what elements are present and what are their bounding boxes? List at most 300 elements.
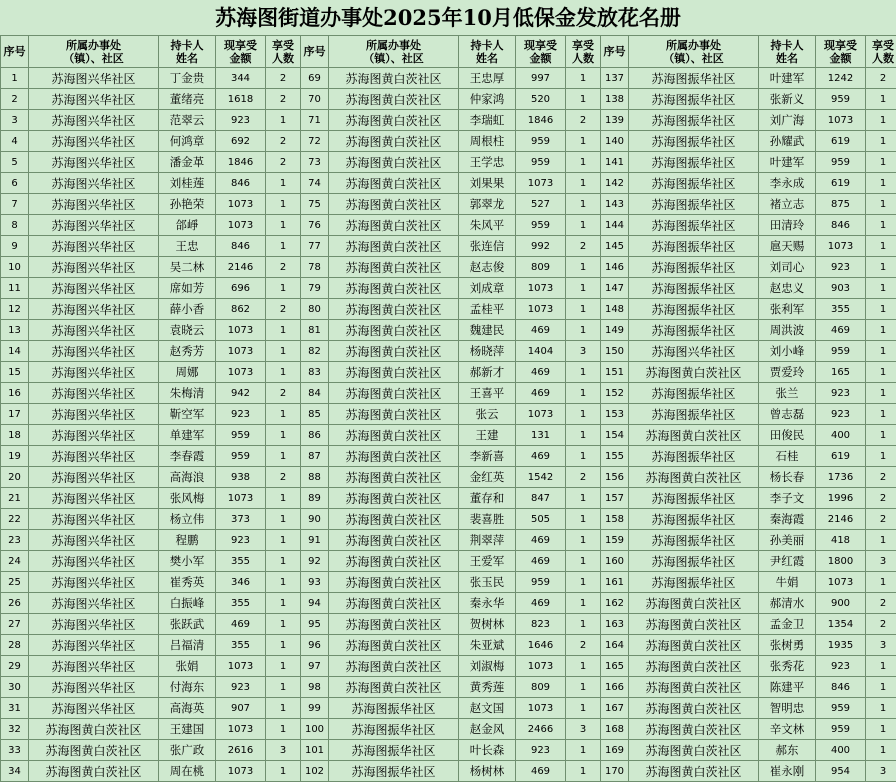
cell-amount: 954 (816, 761, 866, 782)
cell-seq: 150 (601, 341, 629, 362)
cell-org: 苏海图振华社区 (329, 719, 459, 740)
cell-amount: 1073 (816, 236, 866, 257)
cell-amount: 1073 (516, 656, 566, 677)
cell-org: 苏海图黄白茨社区 (329, 236, 459, 257)
cell-count: 1 (566, 530, 601, 551)
cell-amount: 469 (516, 593, 566, 614)
cell-count: 1 (866, 341, 896, 362)
cell-seq: 29 (1, 656, 29, 677)
cell-amount: 355 (216, 593, 266, 614)
cell-org: 苏海图黄白茨社区 (329, 635, 459, 656)
cell-count: 3 (866, 551, 896, 572)
cell-seq: 20 (1, 467, 29, 488)
table-row (1, 383, 896, 404)
cell-amount: 900 (816, 593, 866, 614)
cell-count: 1 (566, 320, 601, 341)
cell-seq: 94 (301, 593, 329, 614)
cell-org: 苏海图兴华社区 (29, 530, 159, 551)
cell-name: 董绪亮 (159, 89, 216, 110)
cell-count: 1 (866, 740, 896, 761)
cell-seq: 3 (1, 110, 29, 131)
cell-org: 苏海图黄白茨社区 (329, 551, 459, 572)
cell-org: 苏海图黄白茨社区 (329, 404, 459, 425)
cell-org: 苏海图振华社区 (629, 530, 759, 551)
cell-name: 叶长森 (459, 740, 516, 761)
cell-count: 1 (566, 551, 601, 572)
cell-name: 赵忠义 (759, 278, 816, 299)
cell-amount: 418 (816, 530, 866, 551)
cell-org: 苏海图振华社区 (629, 278, 759, 299)
cell-amount: 2466 (516, 719, 566, 740)
cell-name: 张利军 (759, 299, 816, 320)
header-row (1, 36, 896, 68)
cell-seq: 70 (301, 89, 329, 110)
cell-seq: 143 (601, 194, 629, 215)
cell-count: 1 (866, 656, 896, 677)
cell-count: 1 (866, 677, 896, 698)
cell-seq: 6 (1, 173, 29, 194)
cell-org: 苏海图黄白茨社区 (329, 341, 459, 362)
cell-name: 荆翠萍 (459, 530, 516, 551)
cell-count: 1 (566, 173, 601, 194)
cell-amount: 1073 (516, 299, 566, 320)
cell-seq: 72 (301, 131, 329, 152)
cell-amount: 1073 (216, 194, 266, 215)
cell-name: 张树勇 (759, 635, 816, 656)
cell-seq: 11 (1, 278, 29, 299)
cell-name: 黄秀莲 (459, 677, 516, 698)
cell-count: 1 (266, 677, 301, 698)
cell-org: 苏海图兴华社区 (29, 698, 159, 719)
cell-org: 苏海图黄白茨社区 (329, 509, 459, 530)
table-row (1, 257, 896, 278)
cell-count: 1 (266, 425, 301, 446)
cell-seq: 154 (601, 425, 629, 446)
cell-amount: 923 (216, 677, 266, 698)
cell-name: 范翠云 (159, 110, 216, 131)
cell-count: 1 (866, 572, 896, 593)
cell-amount: 1073 (216, 320, 266, 341)
cell-org: 苏海图振华社区 (629, 257, 759, 278)
cell-org: 苏海图兴华社区 (29, 341, 159, 362)
table-row (1, 425, 896, 446)
cell-seq: 159 (601, 530, 629, 551)
cell-seq: 24 (1, 551, 29, 572)
cell-seq: 78 (301, 257, 329, 278)
cell-count: 1 (266, 551, 301, 572)
cell-amount: 846 (816, 215, 866, 236)
cell-seq: 166 (601, 677, 629, 698)
cell-name: 崔永刚 (759, 761, 816, 782)
cell-count: 1 (866, 278, 896, 299)
cell-org: 苏海图兴华社区 (29, 89, 159, 110)
cell-org: 苏海图兴华社区 (29, 278, 159, 299)
cell-seq: 16 (1, 383, 29, 404)
cell-name: 叶建军 (759, 152, 816, 173)
cell-count: 1 (866, 236, 896, 257)
cell-amount: 823 (516, 614, 566, 635)
cell-org: 苏海图黄白茨社区 (329, 383, 459, 404)
cell-amount: 809 (516, 257, 566, 278)
cell-amount: 619 (816, 131, 866, 152)
cell-name: 王忠 (159, 236, 216, 257)
cell-name: 牛娟 (759, 572, 816, 593)
table-row (1, 341, 896, 362)
cell-name: 石桂 (759, 446, 816, 467)
cell-name: 赵秀芳 (159, 341, 216, 362)
cell-name: 赵志俊 (459, 257, 516, 278)
cell-name: 扈天赐 (759, 236, 816, 257)
cell-name: 陈建平 (759, 677, 816, 698)
cell-org: 苏海图黄白茨社区 (629, 761, 759, 782)
cell-seq: 14 (1, 341, 29, 362)
table-row (1, 593, 896, 614)
cell-amount: 959 (216, 425, 266, 446)
cell-count: 1 (866, 194, 896, 215)
cell-count: 2 (866, 68, 896, 89)
cell-seq: 152 (601, 383, 629, 404)
cell-seq: 99 (301, 698, 329, 719)
cell-count: 1 (266, 593, 301, 614)
cell-seq: 75 (301, 194, 329, 215)
cell-name: 何鸿章 (159, 131, 216, 152)
cell-count: 1 (566, 404, 601, 425)
roster-body (1, 68, 896, 782)
cell-name: 朱风平 (459, 215, 516, 236)
cell-seq: 153 (601, 404, 629, 425)
cell-org: 苏海图兴华社区 (29, 299, 159, 320)
cell-org: 苏海图兴华社区 (29, 635, 159, 656)
cell-name: 崔秀英 (159, 572, 216, 593)
cell-count: 2 (266, 383, 301, 404)
cell-name: 张秀花 (759, 656, 816, 677)
cell-name: 仲家鸿 (459, 89, 516, 110)
cell-count: 1 (866, 152, 896, 173)
cell-count: 2 (266, 299, 301, 320)
cell-count: 1 (566, 152, 601, 173)
cell-name: 李瑞虹 (459, 110, 516, 131)
cell-amount: 959 (516, 572, 566, 593)
cell-name: 李春霞 (159, 446, 216, 467)
cell-seq: 96 (301, 635, 329, 656)
header-org: 所属办事处 （镇）、社区 (629, 36, 759, 68)
cell-org: 苏海图黄白茨社区 (329, 68, 459, 89)
cell-name: 周娜 (159, 362, 216, 383)
cell-count: 1 (266, 278, 301, 299)
cell-count: 1 (266, 635, 301, 656)
cell-org: 苏海图兴华社区 (29, 614, 159, 635)
cell-name: 贺树林 (459, 614, 516, 635)
cell-count: 1 (266, 761, 301, 782)
cell-count: 1 (566, 698, 601, 719)
cell-org: 苏海图兴华社区 (29, 362, 159, 383)
cell-amount: 992 (516, 236, 566, 257)
cell-seq: 155 (601, 446, 629, 467)
cell-amount: 1935 (816, 635, 866, 656)
header-seq: 序号 (1, 36, 29, 68)
cell-amount: 959 (816, 719, 866, 740)
cell-seq: 5 (1, 152, 29, 173)
cell-amount: 1736 (816, 467, 866, 488)
cell-seq: 26 (1, 593, 29, 614)
cell-count: 1 (266, 341, 301, 362)
cell-name: 田清玲 (759, 215, 816, 236)
cell-amount: 938 (216, 467, 266, 488)
cell-org: 苏海图振华社区 (629, 215, 759, 236)
cell-org: 苏海图振华社区 (629, 299, 759, 320)
cell-org: 苏海图兴华社区 (29, 194, 159, 215)
cell-amount: 1073 (216, 215, 266, 236)
cell-name: 白振峰 (159, 593, 216, 614)
cell-name: 张娟 (159, 656, 216, 677)
table-row (1, 320, 896, 341)
cell-org: 苏海图兴华社区 (29, 215, 159, 236)
cell-org: 苏海图黄白茨社区 (329, 614, 459, 635)
cell-org: 苏海图振华社区 (629, 194, 759, 215)
cell-seq: 156 (601, 467, 629, 488)
table-row (1, 89, 896, 110)
cell-seq: 95 (301, 614, 329, 635)
cell-name: 褚立志 (759, 194, 816, 215)
cell-name: 刘果果 (459, 173, 516, 194)
cell-count: 3 (266, 740, 301, 761)
cell-seq: 161 (601, 572, 629, 593)
cell-org: 苏海图兴华社区 (29, 488, 159, 509)
cell-amount: 959 (816, 698, 866, 719)
cell-count: 1 (866, 110, 896, 131)
cell-name: 孙艳荣 (159, 194, 216, 215)
cell-org: 苏海图黄白茨社区 (29, 740, 159, 761)
table-row (1, 236, 896, 257)
cell-amount: 903 (816, 278, 866, 299)
header-name: 持卡人 姓名 (159, 36, 216, 68)
cell-seq: 19 (1, 446, 29, 467)
cell-count: 1 (566, 257, 601, 278)
cell-amount: 1073 (816, 572, 866, 593)
cell-amount: 1542 (516, 467, 566, 488)
cell-org: 苏海图兴华社区 (29, 551, 159, 572)
cell-name: 叶建军 (759, 68, 816, 89)
cell-amount: 923 (816, 383, 866, 404)
header-seq: 序号 (601, 36, 629, 68)
cell-org: 苏海图黄白茨社区 (329, 488, 459, 509)
cell-count: 1 (866, 320, 896, 341)
cell-amount: 469 (516, 446, 566, 467)
cell-amount: 809 (516, 677, 566, 698)
cell-seq: 163 (601, 614, 629, 635)
cell-amount: 346 (216, 572, 266, 593)
cell-name: 席如芳 (159, 278, 216, 299)
cell-count: 1 (566, 677, 601, 698)
cell-name: 田俊民 (759, 425, 816, 446)
cell-org: 苏海图黄白茨社区 (629, 635, 759, 656)
cell-amount: 344 (216, 68, 266, 89)
cell-seq: 80 (301, 299, 329, 320)
cell-name: 刘司心 (759, 257, 816, 278)
cell-name: 张风梅 (159, 488, 216, 509)
cell-count: 2 (266, 152, 301, 173)
cell-amount: 862 (216, 299, 266, 320)
cell-count: 1 (866, 215, 896, 236)
cell-name: 周在桃 (159, 761, 216, 782)
cell-count: 1 (566, 740, 601, 761)
table-row (1, 194, 896, 215)
cell-org: 苏海图兴华社区 (29, 677, 159, 698)
cell-org: 苏海图黄白茨社区 (629, 593, 759, 614)
cell-seq: 34 (1, 761, 29, 782)
cell-name: 郝东 (759, 740, 816, 761)
table-row (1, 215, 896, 236)
cell-seq: 147 (601, 278, 629, 299)
cell-org: 苏海图兴华社区 (29, 257, 159, 278)
cell-seq: 10 (1, 257, 29, 278)
cell-seq: 93 (301, 572, 329, 593)
cell-seq: 167 (601, 698, 629, 719)
cell-org: 苏海图黄白茨社区 (329, 593, 459, 614)
table-row (1, 299, 896, 320)
cell-org: 苏海图兴华社区 (29, 236, 159, 257)
header-count: 享受 人数 (866, 36, 896, 68)
cell-amount: 846 (216, 236, 266, 257)
cell-org: 苏海图黄白茨社区 (329, 320, 459, 341)
cell-seq: 13 (1, 320, 29, 341)
cell-seq: 98 (301, 677, 329, 698)
cell-count: 1 (566, 89, 601, 110)
cell-amount: 1073 (516, 404, 566, 425)
cell-name: 高海英 (159, 698, 216, 719)
cell-amount: 469 (216, 614, 266, 635)
cell-count: 1 (266, 509, 301, 530)
cell-name: 李新喜 (459, 446, 516, 467)
cell-seq: 69 (301, 68, 329, 89)
cell-org: 苏海图振华社区 (629, 446, 759, 467)
header-org: 所属办事处 （镇）、社区 (329, 36, 459, 68)
cell-amount: 131 (516, 425, 566, 446)
cell-seq: 79 (301, 278, 329, 299)
cell-seq: 9 (1, 236, 29, 257)
cell-count: 1 (266, 572, 301, 593)
cell-seq: 27 (1, 614, 29, 635)
table-row (1, 572, 896, 593)
cell-org: 苏海图黄白茨社区 (629, 614, 759, 635)
cell-amount: 469 (516, 362, 566, 383)
table-row (1, 719, 896, 740)
cell-seq: 87 (301, 446, 329, 467)
cell-count: 1 (566, 446, 601, 467)
cell-count: 1 (266, 446, 301, 467)
cell-count: 1 (866, 425, 896, 446)
cell-amount: 469 (516, 761, 566, 782)
cell-org: 苏海图振华社区 (629, 89, 759, 110)
cell-seq: 71 (301, 110, 329, 131)
cell-amount: 520 (516, 89, 566, 110)
table-row (1, 362, 896, 383)
cell-amount: 619 (816, 446, 866, 467)
cell-count: 2 (566, 467, 601, 488)
cell-name: 薛小香 (159, 299, 216, 320)
cell-amount: 469 (516, 320, 566, 341)
cell-seq: 4 (1, 131, 29, 152)
cell-org: 苏海图黄白茨社区 (629, 719, 759, 740)
cell-org: 苏海图振华社区 (629, 551, 759, 572)
cell-count: 2 (266, 257, 301, 278)
table-row (1, 509, 896, 530)
cell-seq: 160 (601, 551, 629, 572)
cell-org: 苏海图兴华社区 (29, 68, 159, 89)
cell-org: 苏海图黄白茨社区 (329, 257, 459, 278)
cell-seq: 100 (301, 719, 329, 740)
cell-amount: 165 (816, 362, 866, 383)
cell-org: 苏海图兴华社区 (29, 110, 159, 131)
cell-org: 苏海图黄白茨社区 (329, 215, 459, 236)
cell-amount: 846 (216, 173, 266, 194)
cell-amount: 1073 (216, 341, 266, 362)
cell-amount: 469 (516, 551, 566, 572)
cell-amount: 847 (516, 488, 566, 509)
cell-name: 赵金风 (459, 719, 516, 740)
table-row (1, 68, 896, 89)
cell-count: 1 (566, 593, 601, 614)
cell-org: 苏海图兴华社区 (29, 383, 159, 404)
table-row (1, 110, 896, 131)
cell-org: 苏海图黄白茨社区 (329, 530, 459, 551)
cell-name: 秦海霞 (759, 509, 816, 530)
cell-org: 苏海图黄白茨社区 (329, 362, 459, 383)
cell-org: 苏海图振华社区 (629, 173, 759, 194)
cell-seq: 145 (601, 236, 629, 257)
cell-count: 1 (566, 656, 601, 677)
cell-amount: 959 (516, 215, 566, 236)
cell-seq: 139 (601, 110, 629, 131)
cell-name: 朱梅清 (159, 383, 216, 404)
cell-name: 张跃武 (159, 614, 216, 635)
cell-name: 金红英 (459, 467, 516, 488)
cell-org: 苏海图黄白茨社区 (329, 677, 459, 698)
cell-org: 苏海图黄白茨社区 (629, 677, 759, 698)
cell-name: 潘金革 (159, 152, 216, 173)
cell-org: 苏海图振华社区 (329, 698, 459, 719)
cell-amount: 1354 (816, 614, 866, 635)
cell-name: 王建 (459, 425, 516, 446)
cell-count: 1 (866, 362, 896, 383)
cell-amount: 696 (216, 278, 266, 299)
cell-name: 曾志磊 (759, 404, 816, 425)
cell-count: 2 (566, 635, 601, 656)
cell-name: 张广政 (159, 740, 216, 761)
cell-org: 苏海图兴华社区 (29, 656, 159, 677)
cell-org: 苏海图兴华社区 (29, 593, 159, 614)
cell-org: 苏海图黄白茨社区 (29, 761, 159, 782)
cell-seq: 81 (301, 320, 329, 341)
cell-count: 2 (266, 131, 301, 152)
cell-org: 苏海图兴华社区 (29, 509, 159, 530)
cell-count: 1 (566, 614, 601, 635)
cell-seq: 142 (601, 173, 629, 194)
table-row (1, 614, 896, 635)
header-name: 持卡人 姓名 (759, 36, 816, 68)
cell-name: 秦永华 (459, 593, 516, 614)
cell-org: 苏海图振华社区 (329, 761, 459, 782)
cell-seq: 28 (1, 635, 29, 656)
cell-count: 2 (266, 467, 301, 488)
cell-count: 1 (266, 698, 301, 719)
header-amount: 现享受 金额 (516, 36, 566, 68)
table-row (1, 551, 896, 572)
cell-name: 尹红霞 (759, 551, 816, 572)
cell-org: 苏海图兴华社区 (29, 446, 159, 467)
cell-seq: 88 (301, 467, 329, 488)
cell-amount: 1404 (516, 341, 566, 362)
